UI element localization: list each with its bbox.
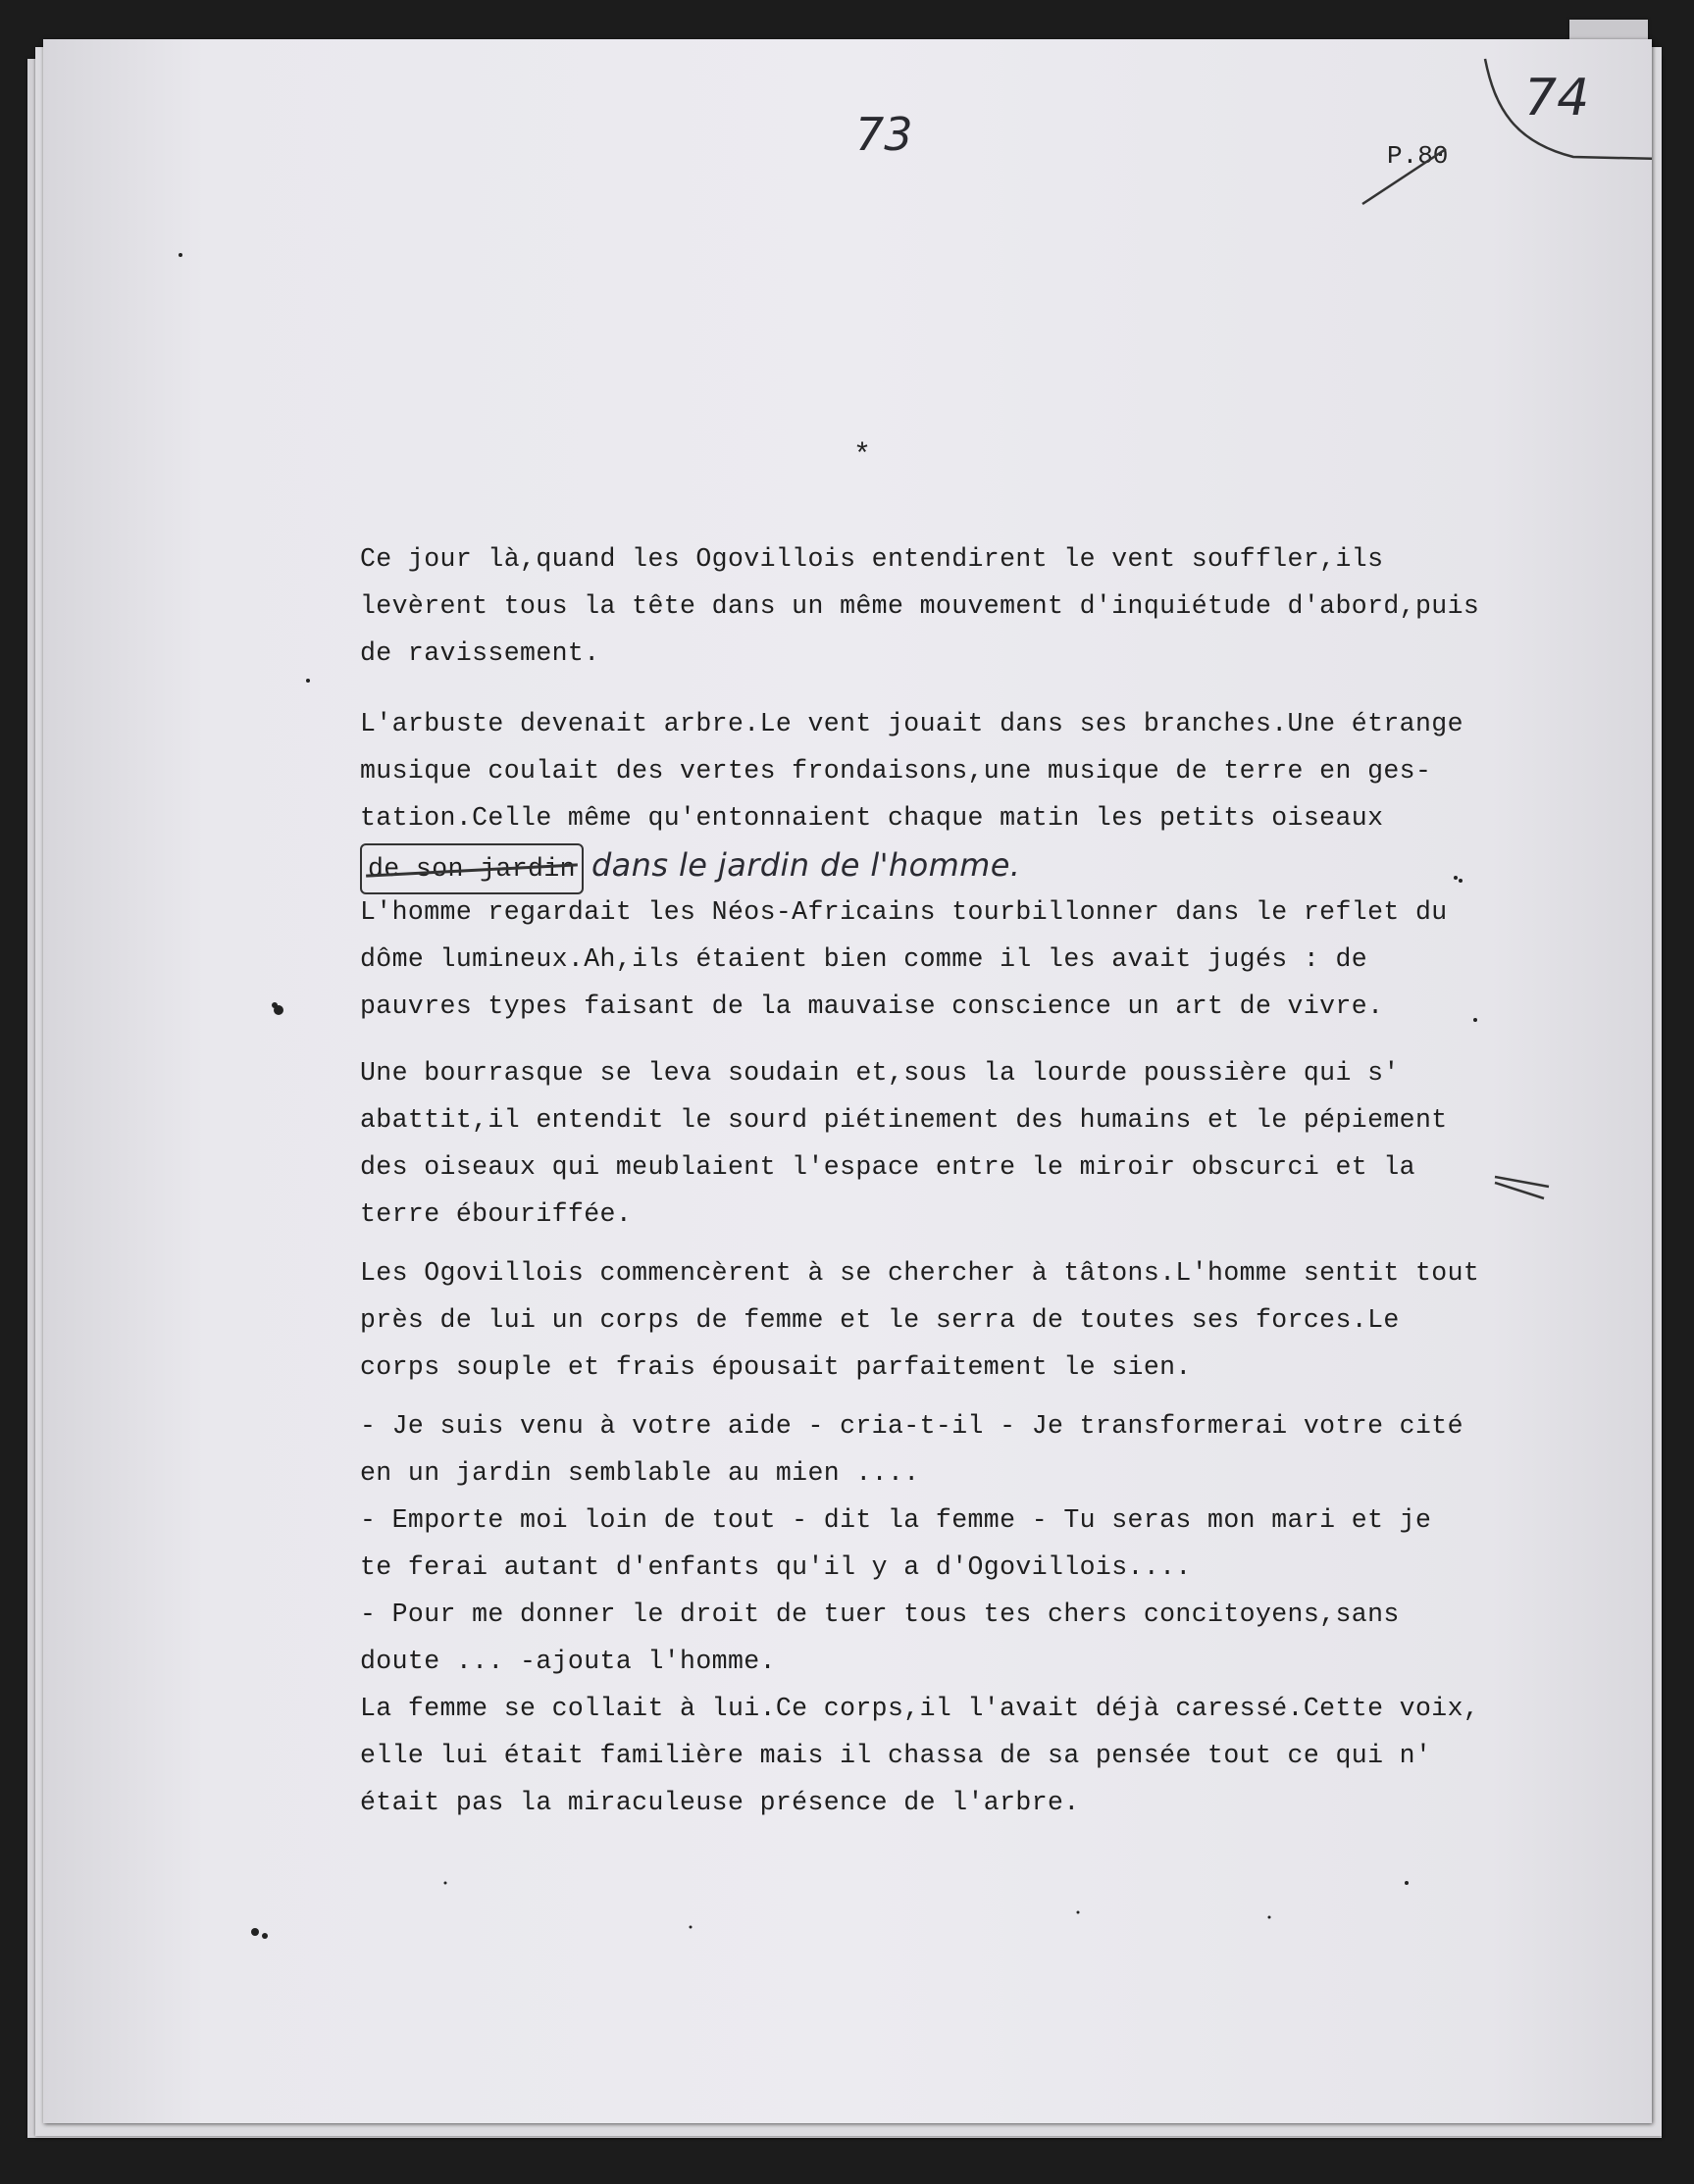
section-separator: *	[853, 439, 872, 473]
text-line: Ce jour là,quand les Ogovillois entendirent le vent souffler,ils	[360, 544, 1384, 574]
text-line: Une bourrasque se leva soudain et,sous la lourde poussière qui s'	[360, 1058, 1400, 1088]
text-line: La femme se collait à lui.Ce corps,il l'avait déjà caressé.Cette voix,	[360, 1694, 1480, 1723]
paragraph-2	[360, 700, 1537, 889]
text-line: près de lui un corps de femme et le serra de toutes ses forces.Le	[360, 1305, 1400, 1335]
text-line: en un jardin semblable au mien ....	[360, 1458, 920, 1488]
text-line: de ravissement.	[360, 638, 600, 668]
handwritten-insertion: dans le jardin de l'homme.	[590, 846, 1021, 884]
paragraph-6-dialogue	[360, 1402, 1537, 1826]
document-page	[43, 39, 1652, 2123]
paragraph-1	[360, 535, 1537, 677]
handwritten-folio-number: 73	[855, 108, 913, 161]
text-line: elle lui était familière mais il chassa de sa pensée tout ce qui n'	[360, 1741, 1432, 1770]
text-line: te ferai autant d'enfants qu'il y a d'Ogovillois....	[360, 1552, 1192, 1582]
text-line: dôme lumineux.Ah,ils étaient bien comme il les avait jugés : de	[360, 944, 1368, 974]
text-line: L'homme regardait les Néos-Africains tourbillonner dans le reflet du	[360, 897, 1448, 927]
text-line: terre ébouriffée.	[360, 1199, 633, 1229]
struck-text: de son jardin	[360, 843, 584, 894]
text-line: corps souple et frais épousait parfaitement le sien.	[360, 1352, 1192, 1382]
text-line: - Pour me donner le droit de tuer tous tes chers concitoyens,sans	[360, 1600, 1400, 1629]
paragraph-4	[360, 1049, 1537, 1238]
text-line: tation.Celle même qu'entonnaient chaque matin les petits oiseaux	[360, 803, 1384, 833]
text-line: était pas la miraculeuse présence de l'arbre.	[360, 1788, 1080, 1817]
text-line: musique coulait des vertes frondaisons,une musique de terre en ges-	[360, 756, 1432, 786]
text-line: - Emporte moi loin de tout - dit la femme - Tu seras mon mari et je	[360, 1505, 1432, 1535]
text-line: L'arbuste devenait arbre.Le vent jouait dans ses branches.Une étrange	[360, 709, 1463, 738]
text-line: abattit,il entendit le sourd piétinement des humains et le pépiement	[360, 1105, 1448, 1135]
text-line: pauvres types faisant de la mauvaise conscience un art de vivre.	[360, 991, 1384, 1021]
paragraph-5	[360, 1249, 1537, 1391]
page-ref-strike	[1362, 149, 1446, 204]
text-line: des oiseaux qui meublaient l'espace entre le miroir obscurci et la	[360, 1152, 1415, 1182]
paragraph-3	[360, 889, 1537, 1030]
text-line: levèrent tous la tête dans un même mouvement d'inquiétude d'abord,puis	[360, 591, 1480, 621]
text-line: Les Ogovillois commencèrent à se chercher à tâtons.L'homme sentit tout	[360, 1258, 1480, 1288]
corner-bracket-line	[1485, 59, 1652, 159]
corner-folio-number: 74	[1524, 69, 1590, 127]
text-line	[360, 841, 1537, 889]
text-line: - Je suis venu à votre aide - cria-t-il - Je transformerai votre cité	[360, 1411, 1463, 1441]
text-line: doute ... -ajouta l'homme.	[360, 1647, 776, 1676]
page-reference: P.80	[1387, 141, 1449, 171]
